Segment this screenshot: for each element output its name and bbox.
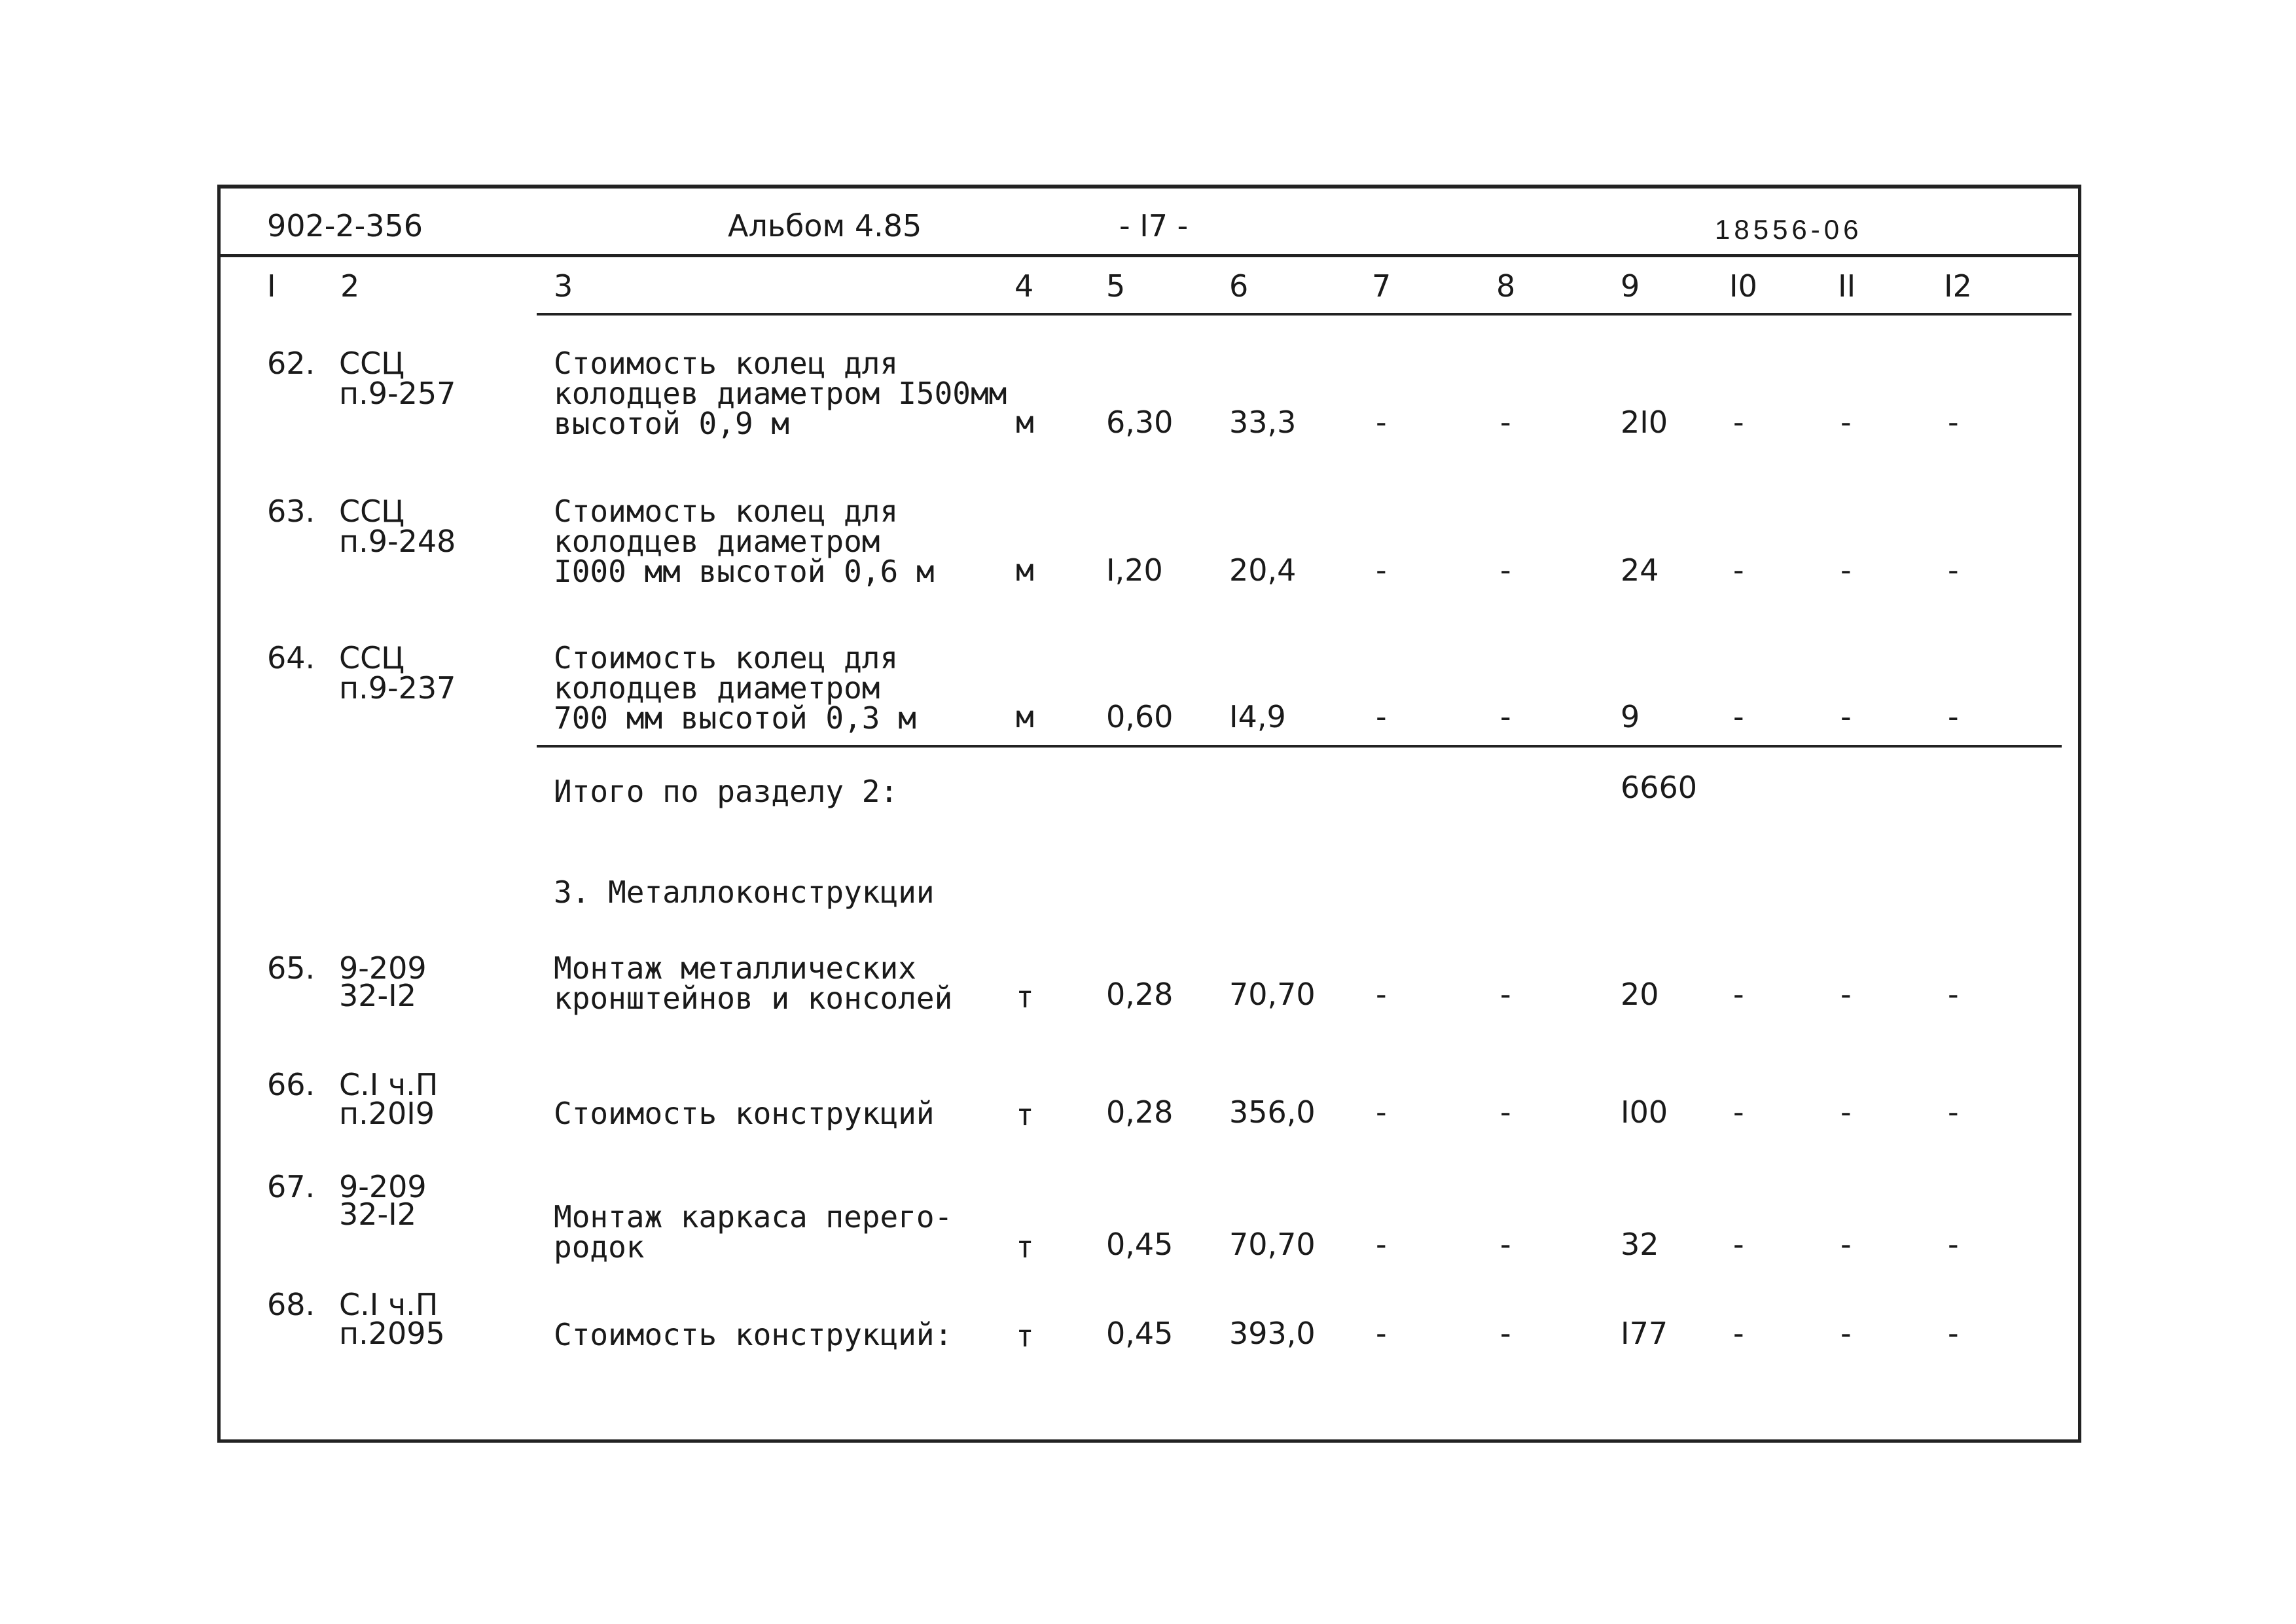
row-number: 66.	[267, 1067, 315, 1102]
row-col8: -	[1500, 699, 1511, 734]
row-col8: -	[1500, 405, 1511, 440]
row-unit: т	[1016, 1318, 1034, 1354]
row-col7: -	[1376, 699, 1387, 734]
column-header: 2	[340, 268, 360, 304]
column-header: I	[267, 268, 276, 304]
column-header: 3	[554, 268, 573, 304]
description-line: родок	[554, 1229, 645, 1265]
column-header-divider	[537, 313, 2072, 316]
row-col12: -	[1948, 1316, 1959, 1351]
row-col7: -	[1376, 1227, 1387, 1262]
row-col10: -	[1733, 1316, 1744, 1351]
row-col10: -	[1733, 1094, 1744, 1130]
column-header: 4	[1014, 268, 1034, 304]
column-header: I2	[1944, 268, 1972, 304]
row-col7: -	[1376, 1094, 1387, 1130]
row-col11: -	[1840, 405, 1852, 440]
row-col7: -	[1376, 552, 1387, 588]
row-total: I77	[1621, 1316, 1668, 1351]
column-header: 7	[1372, 268, 1391, 304]
row-number: 68.	[267, 1287, 315, 1322]
row-col7: -	[1376, 977, 1387, 1012]
row-unit: т	[1016, 979, 1034, 1015]
row-col7: -	[1376, 405, 1387, 440]
row-reference: ССЦ	[339, 494, 404, 529]
row-reference: ССЦ	[339, 640, 404, 676]
row-col12: -	[1948, 552, 1959, 588]
description-line: Стоимость колец для	[554, 346, 899, 381]
row-quantity: 6,30	[1106, 405, 1174, 440]
row-number: 62.	[267, 346, 315, 381]
row-description	[554, 1317, 953, 1352]
row-quantity: 0,45	[1106, 1227, 1174, 1262]
column-header: 5	[1106, 268, 1126, 304]
row-reference: п.9-257	[339, 376, 456, 411]
row-col11: -	[1840, 1094, 1852, 1130]
row-unit: м	[1016, 699, 1034, 734]
stamp-number: 18556-06	[1715, 214, 1863, 245]
row-reference: С.I ч.П	[339, 1067, 439, 1102]
row-col11: -	[1840, 1316, 1852, 1351]
row-col12: -	[1948, 1227, 1959, 1262]
row-col12: -	[1948, 405, 1959, 440]
row-total: 9	[1621, 699, 1640, 734]
description-line: колодцев диаметром	[554, 524, 880, 559]
description-line: колодцев диаметром	[554, 670, 880, 706]
row-col10: -	[1733, 1227, 1744, 1262]
row-quantity: 0,45	[1106, 1316, 1174, 1351]
row-quantity: 0,28	[1106, 1094, 1174, 1130]
row-col8: -	[1500, 1227, 1511, 1262]
row-reference: 9-209	[339, 1169, 427, 1204]
row-col12: -	[1948, 977, 1959, 1012]
row-price: 393,0	[1229, 1316, 1316, 1351]
document-code: 902-2-356	[267, 208, 423, 244]
column-header: II	[1838, 268, 1856, 304]
row-price: I4,9	[1229, 699, 1286, 734]
row-unit: т	[1016, 1229, 1034, 1265]
row-number: 64.	[267, 640, 315, 676]
description-line: Монтаж металлических	[554, 950, 916, 986]
description-line: 700 мм высотой 0,3 м	[554, 700, 916, 736]
row-reference: 32-I2	[339, 1197, 416, 1232]
row-price: 33,3	[1229, 405, 1297, 440]
column-header: 9	[1621, 268, 1640, 304]
row-col10: -	[1733, 552, 1744, 588]
row-number: 65.	[267, 950, 315, 986]
row-reference: ССЦ	[339, 346, 404, 381]
description-line: Стоимость колец для	[554, 640, 899, 676]
row-reference: 9-209	[339, 950, 427, 986]
row-quantity: I,20	[1106, 552, 1163, 588]
row-total: I00	[1621, 1094, 1668, 1130]
description-line: Стоимость конструкций:	[554, 1317, 953, 1352]
subtotal-value: 6660	[1621, 770, 1698, 805]
row-unit: т	[1016, 1097, 1034, 1132]
row-description	[554, 348, 1007, 439]
row-price: 70,70	[1229, 1227, 1316, 1262]
section-title: 3. Металлоконструкции	[554, 875, 935, 910]
row-unit: м	[1016, 552, 1034, 588]
row-price: 356,0	[1229, 1094, 1316, 1130]
row-quantity: 0,28	[1106, 977, 1174, 1012]
row-col11: -	[1840, 552, 1852, 588]
row-col10: -	[1733, 405, 1744, 440]
row-col7: -	[1376, 1316, 1387, 1351]
row-col8: -	[1500, 552, 1511, 588]
description-line: Монтаж каркаса перего-	[554, 1199, 953, 1235]
header-divider	[221, 254, 2078, 257]
row-description	[554, 494, 935, 589]
description-line: колодцев диаметром I500мм	[554, 376, 1007, 411]
row-unit: м	[1016, 405, 1034, 440]
subtotal-divider	[537, 745, 2062, 748]
row-reference: п.9-237	[339, 670, 456, 706]
row-total: 20	[1621, 977, 1659, 1012]
column-header: 8	[1496, 268, 1516, 304]
row-quantity: 0,60	[1106, 699, 1174, 734]
row-col10: -	[1733, 977, 1744, 1012]
row-col10: -	[1733, 699, 1744, 734]
row-total: 24	[1621, 552, 1659, 588]
row-col12: -	[1948, 1094, 1959, 1130]
row-description	[554, 1096, 935, 1131]
description-line: Стоимость конструкций	[554, 1096, 935, 1131]
column-header: 6	[1229, 268, 1249, 304]
row-price: 20,4	[1229, 552, 1297, 588]
column-header: I0	[1729, 268, 1757, 304]
row-description	[554, 950, 953, 1016]
row-number: 63.	[267, 494, 315, 529]
row-reference: п.20I9	[339, 1096, 435, 1131]
row-reference: п.9-248	[339, 524, 456, 559]
description-line: I000 мм высотой 0,6 м	[554, 554, 935, 589]
row-description	[554, 1199, 953, 1265]
row-description	[554, 640, 916, 736]
row-number: 67.	[267, 1169, 315, 1204]
page-number: - I7 -	[1119, 208, 1189, 244]
row-reference: 32-I2	[339, 978, 416, 1013]
row-reference: п.2095	[339, 1316, 445, 1351]
row-price: 70,70	[1229, 977, 1316, 1012]
description-line: Стоимость колец для	[554, 494, 899, 529]
row-total: 2I0	[1621, 405, 1668, 440]
album-label: Альбом 4.85	[728, 208, 922, 244]
row-col11: -	[1840, 977, 1852, 1012]
description-line: высотой 0,9 м	[554, 406, 790, 441]
row-col11: -	[1840, 1227, 1852, 1262]
row-col12: -	[1948, 699, 1959, 734]
row-col8: -	[1500, 1316, 1511, 1351]
row-col8: -	[1500, 1094, 1511, 1130]
description-line: кронштейнов и консолей	[554, 981, 953, 1016]
subtotal-label: Итого по разделу 2:	[554, 774, 899, 809]
row-total: 32	[1621, 1227, 1659, 1262]
row-col11: -	[1840, 699, 1852, 734]
row-reference: С.I ч.П	[339, 1287, 439, 1322]
row-col8: -	[1500, 977, 1511, 1012]
